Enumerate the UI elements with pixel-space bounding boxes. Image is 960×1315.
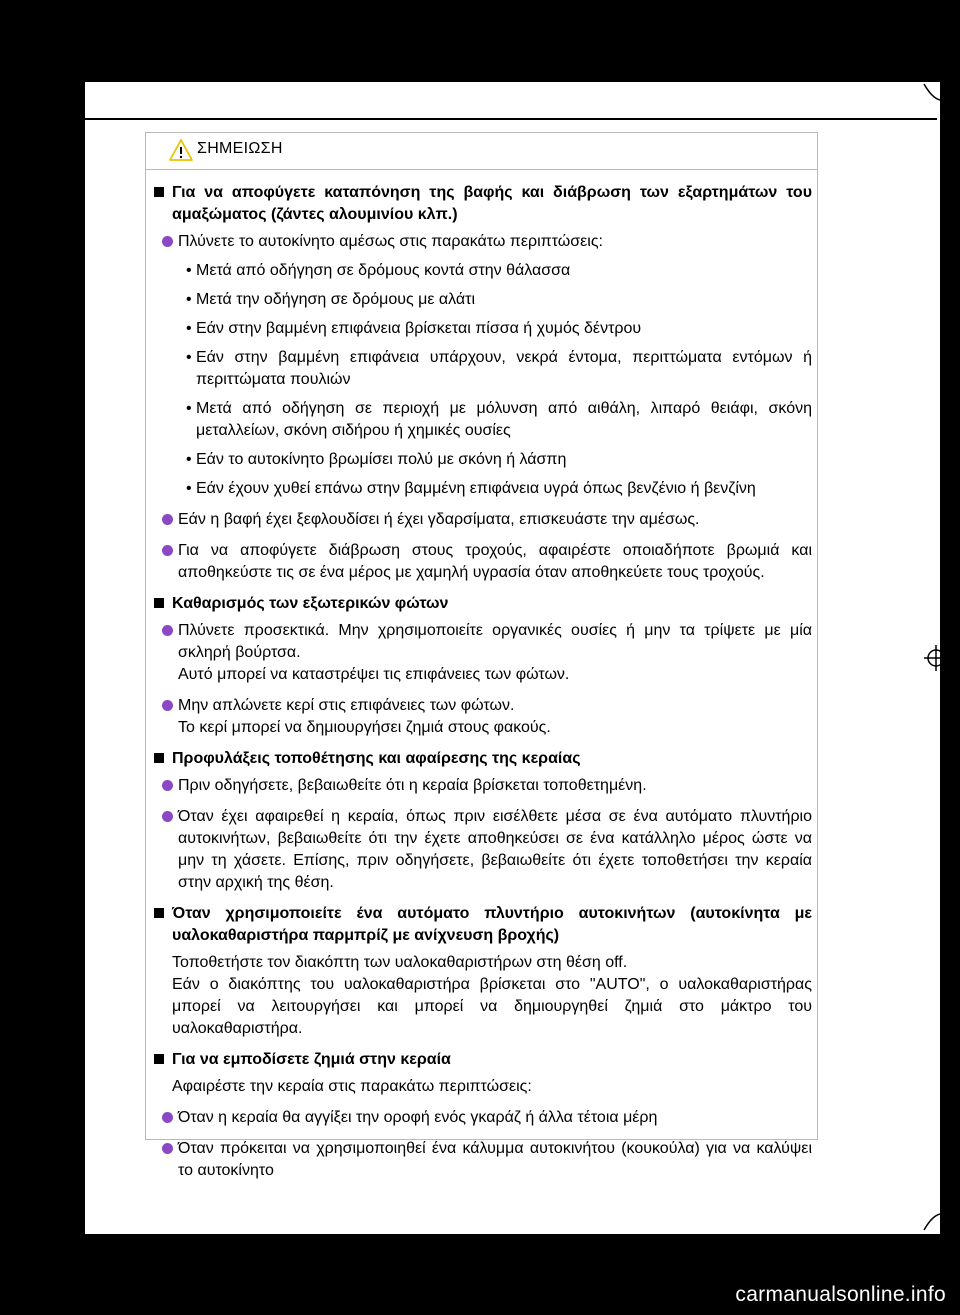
list-item: Μην απλώνετε κερί στις επιφάνειες των φώτων. Το κερί μπορεί να δημιουργήσει ζημιά στους φακούς. xyxy=(152,695,812,739)
registration-mark-icon xyxy=(922,645,944,671)
sub-item: • Μετά από οδήγηση σε δρόμους κοντά στην θάλασσα xyxy=(186,262,571,279)
list-item: Πριν οδηγήσετε, βεβαιωθείτε ότι η κεραία βρίσκεται τοποθετημένη. xyxy=(152,775,812,797)
paragraph: Τοποθετήστε τον διακόπτη των υαλοκαθαριστήρων στη θέση off. xyxy=(172,954,628,971)
section-heading: Όταν χρησιμοποιείτε ένα αυτόματο πλυντήριο αυτοκινήτων (αυτοκίνητα με υαλοκαθαριστήρα παρμπρίζ με ανίχνευση βροχής) xyxy=(152,903,812,947)
note-title: ΣΗΜΕΙΩΣΗ xyxy=(197,140,283,157)
round-bullet-icon xyxy=(162,545,173,556)
crop-mark-icon xyxy=(922,82,942,102)
square-bullet-icon xyxy=(154,753,164,763)
note-header xyxy=(146,133,817,170)
section-heading: Προφυλάξεις τοποθέτησης και αφαίρεσης της κεραίας xyxy=(152,748,812,770)
crop-mark-icon xyxy=(922,1212,942,1232)
sub-item: • Μετά την οδήγηση σε δρόμους με αλάτι xyxy=(186,291,476,308)
square-bullet-icon xyxy=(154,1054,164,1064)
round-bullet-icon xyxy=(162,1143,173,1154)
round-bullet-icon xyxy=(162,811,173,822)
note-content xyxy=(152,182,812,1182)
section-heading: Για να αποφύγετε καταπόνηση της βαφής και διάβρωση των εξαρτημάτων του αμαξώματος (ζάντες αλουμινίου κλπ.) xyxy=(152,182,812,226)
list-item: Για να αποφύγετε διάβρωση στους τροχούς, αφαιρέστε οποιαδήποτε βρωμιά και αποθηκεύστε τις σε ένα μέρος με χαμηλή υγρασία όταν αποθηκεύετε τους τροχούς. xyxy=(152,540,812,584)
sub-item: • Εάν στην βαμμένη επιφάνεια βρίσκεται πίσσα ή χυμός δέντρου xyxy=(186,320,642,337)
round-bullet-icon xyxy=(162,236,173,247)
square-bullet-icon xyxy=(154,908,164,918)
list-item: Όταν η κεραία θα αγγίξει την οροφή ενός γκαράζ ή άλλα τέτοια μέρη xyxy=(152,1107,812,1129)
round-bullet-icon xyxy=(162,700,173,711)
sub-item: • Εάν στην βαμμένη επιφάνεια υπάρχουν, νεκρά έντομα, περιττώματα εντόμων ή περιττώματα πουλιών xyxy=(186,349,812,388)
round-bullet-icon xyxy=(162,780,173,791)
watermark: carmanualsonline.info xyxy=(735,1283,946,1306)
round-bullet-icon xyxy=(162,514,173,525)
warning-triangle-icon xyxy=(168,138,194,162)
section-heading: Για να εμποδίσετε ζημιά στην κεραία xyxy=(152,1049,812,1071)
list-item: Πλύνετε το αυτοκίνητο αμέσως στις παρακάτω περιπτώσεις: xyxy=(152,231,812,253)
header-rule xyxy=(85,118,937,120)
list-item: Εάν η βαφή έχει ξεφλουδίσει ή έχει γδαρσίματα, επισκευάστε την αμέσως. xyxy=(152,509,812,531)
list-item: Όταν πρόκειται να χρησιμοποιηθεί ένα κάλυμμα αυτοκινήτου (κουκούλα) για να καλύψει το αυτοκίνητο xyxy=(152,1138,812,1182)
sub-item: • Εάν έχουν χυθεί επάνω στην βαμμένη επιφάνεια υγρά όπως βενζένιο ή βενζίνη xyxy=(186,480,756,497)
sub-item: • Μετά από οδήγηση σε περιοχή με μόλυνση από αιθάλη, λιπαρό θειάφι, σκόνη μεταλλείων, σκόνη σιδήρου ή χημικές ουσίες xyxy=(186,400,812,439)
square-bullet-icon xyxy=(154,598,164,608)
round-bullet-icon xyxy=(162,625,173,636)
square-bullet-icon xyxy=(154,187,164,197)
section-header: 7-1. Συντήρηση και φροντίδα xyxy=(205,88,428,107)
section-heading: Καθαρισμός των εξωτερικών φώτων xyxy=(152,593,812,615)
paragraph: Αφαιρέστε την κεραία στις παρακάτω περιπτώσεις: xyxy=(172,1078,532,1095)
sub-item: • Εάν το αυτοκίνητο βρωμίσει πολύ με σκόνη ή λάσπη xyxy=(186,451,567,468)
round-bullet-icon xyxy=(162,1112,173,1123)
list-item: Όταν έχει αφαιρεθεί η κεραία, όπως πριν εισέλθετε μέσα σε ένα αυτόματο πλυντήριο αυτοκινήτων, βεβαιωθείτε ότι την έχετε αποθηκεύσει σε ένα κατάλληλο μέρος ώστε να μην τη χάσετε. Επίσης, πριν οδηγήσετε, βεβαιωθείτε ότι έχετε τοποθετήσει την κεραία στην αρχική της θέση. xyxy=(152,806,812,894)
list-item: Πλύνετε προσεκτικά. Μην χρησιμοποιείτε οργανικές ουσίες ή μην τα τρίψετε με μία σκληρή βούρτσα. Αυτό μπορεί να καταστρέψει τις επιφάνειες των φώτων. xyxy=(152,620,812,686)
paragraph: Εάν ο διακόπτης του υαλοκαθαριστήρα βρίσκεται στο "AUTO", ο υαλοκαθαριστήρας μπορεί να λειτουργήσει και μπορεί να δημιουργηθεί ζημιά στο μάκτρο του υαλοκαθαριστήρα. xyxy=(172,976,812,1037)
note-box xyxy=(145,132,818,1179)
